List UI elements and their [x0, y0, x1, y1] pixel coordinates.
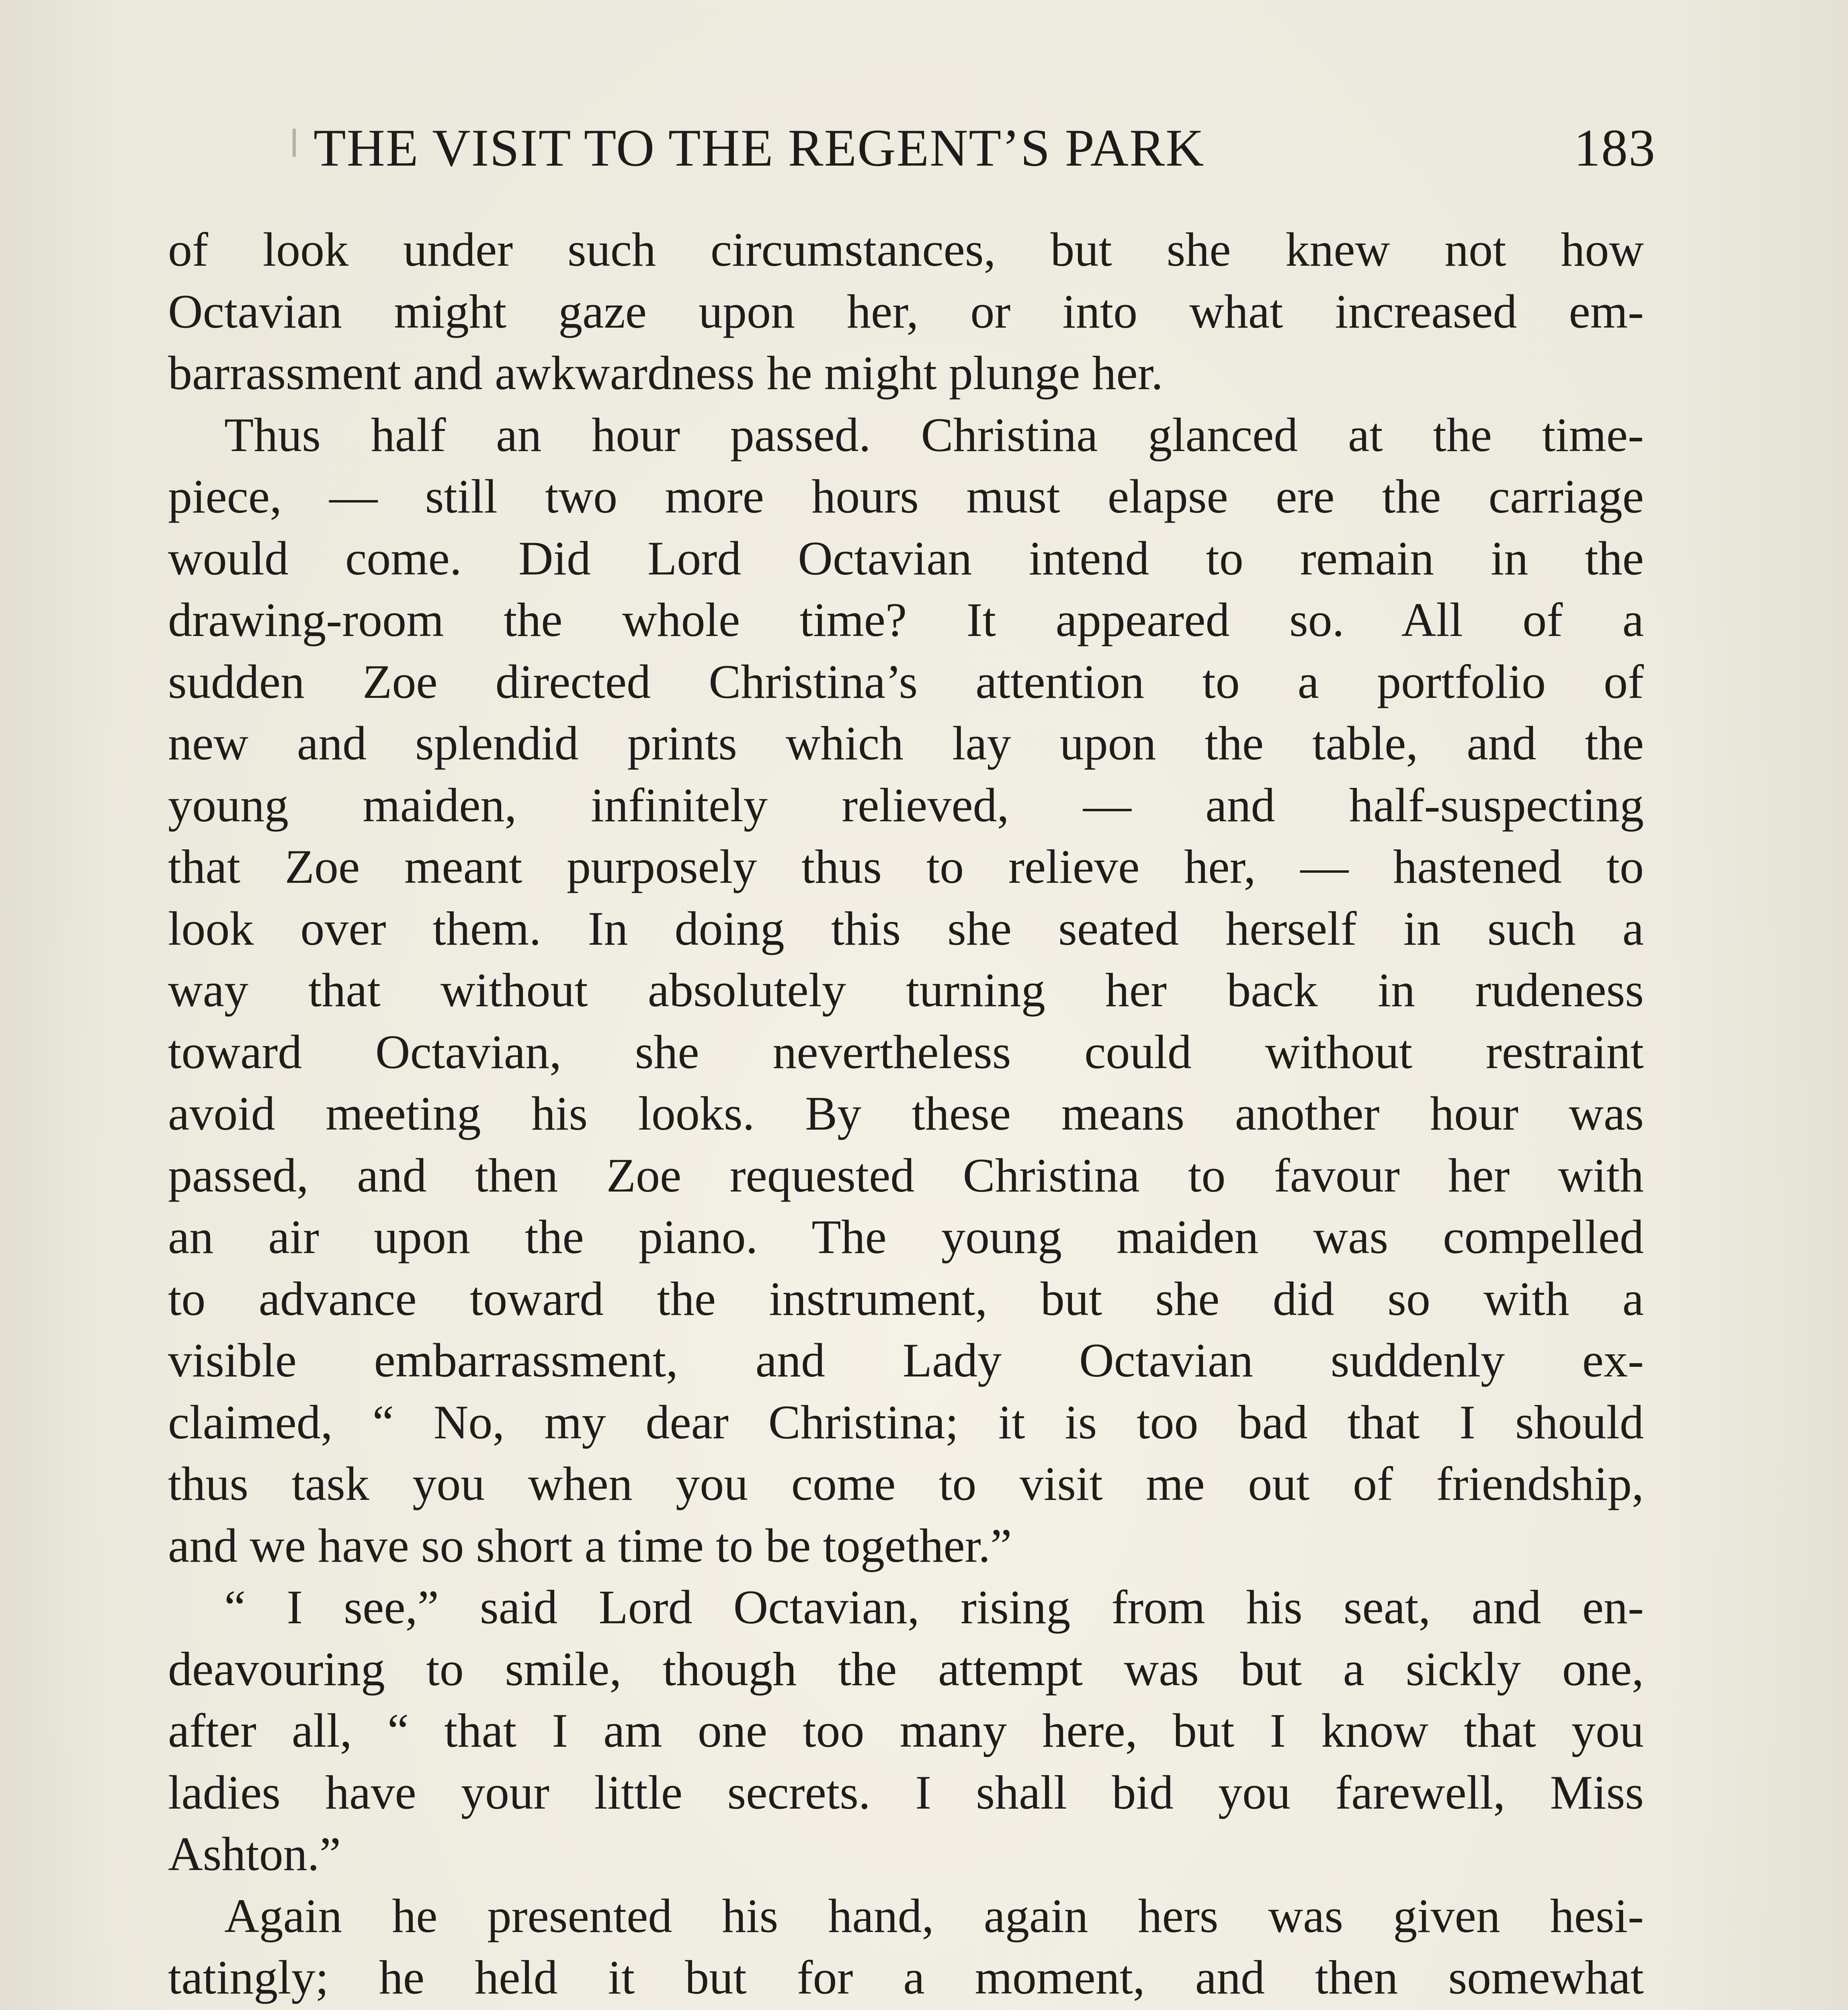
text-line: barrassment and awkwardness he might plunge her.: [168, 346, 1163, 400]
text-line: drawing-room the whole time? It appeared so. All of a: [168, 593, 1644, 646]
page-number: 183: [1574, 118, 1656, 177]
text-line: would come. Did Lord Octavian intend to remain in the: [168, 531, 1644, 585]
text-line: and we have so short a time to be together.”: [168, 1518, 1012, 1572]
text-line: ladies have your little secrets. I shall bid you farewell, Miss: [168, 1765, 1644, 1819]
text-line: young maiden, infinitely relieved, — and half-suspecting: [168, 778, 1644, 832]
text-line: Thus half an hour passed. Christina glanced at the time-: [224, 408, 1644, 461]
page-header: [313, 108, 1656, 188]
text-line: piece, — still two more hours must elapse ere the carriage: [168, 470, 1644, 523]
text-line: [168, 2008, 1644, 2010]
margin-mark: [293, 129, 296, 157]
text-line: toward Octavian, she nevertheless could without restraint: [168, 1025, 1644, 1079]
text-line: visible embarrassment, and Lady Octavian suddenly ex-: [168, 1333, 1644, 1387]
text-line: Again he presented his hand, again hers was given hesi-: [224, 1889, 1644, 1942]
text-line: that Zoe meant purposely thus to relieve her, — hastened to: [168, 840, 1644, 893]
text-line: way that without absolutely turning her back in rudeness: [168, 963, 1644, 1017]
text-line: look over them. In doing this she seated herself in such a: [168, 901, 1644, 955]
text-line: tatingly; he held it but for a moment, and then somewhat: [168, 1951, 1644, 2004]
text-line: passed, and then Zoe requested Christina to favour her with: [168, 1148, 1644, 1202]
text-line: thus task you when you come to visit me out of friendship,: [168, 1457, 1644, 1510]
text-line: avoid meeting his looks. By these means another hour was: [168, 1087, 1644, 1140]
text-line: after all, “ that I am one too many here, but I know that you: [168, 1704, 1644, 1757]
body-text: [168, 219, 1644, 2010]
text-line: deavouring to smile, though the attempt was but a sickly one,: [168, 1642, 1644, 1696]
text-line: Ashton.”: [168, 1827, 341, 1881]
text-line: “ I see,” said Lord Octavian, rising from his seat, and en-: [224, 1580, 1644, 1634]
text-line: claimed, “ No, my dear Christina; it is too bad that I should: [168, 1395, 1644, 1449]
text-line: Octavian might gaze upon her, or into what increased em-: [168, 284, 1644, 338]
text-line: new and splendid prints which lay upon the table, and the: [168, 716, 1644, 770]
text-line: an air upon the piano. The young maiden was compelled: [168, 1210, 1644, 1263]
text-line: sudden Zoe directed Christina’s attention to a portfolio of: [168, 654, 1644, 708]
text-line: of look under such circumstances, but she knew not how: [168, 223, 1644, 276]
text-line: to advance toward the instrument, but she did so with a: [168, 1272, 1644, 1325]
running-title: THE VISIT TO THE REGENT’S PARK: [313, 118, 1205, 177]
